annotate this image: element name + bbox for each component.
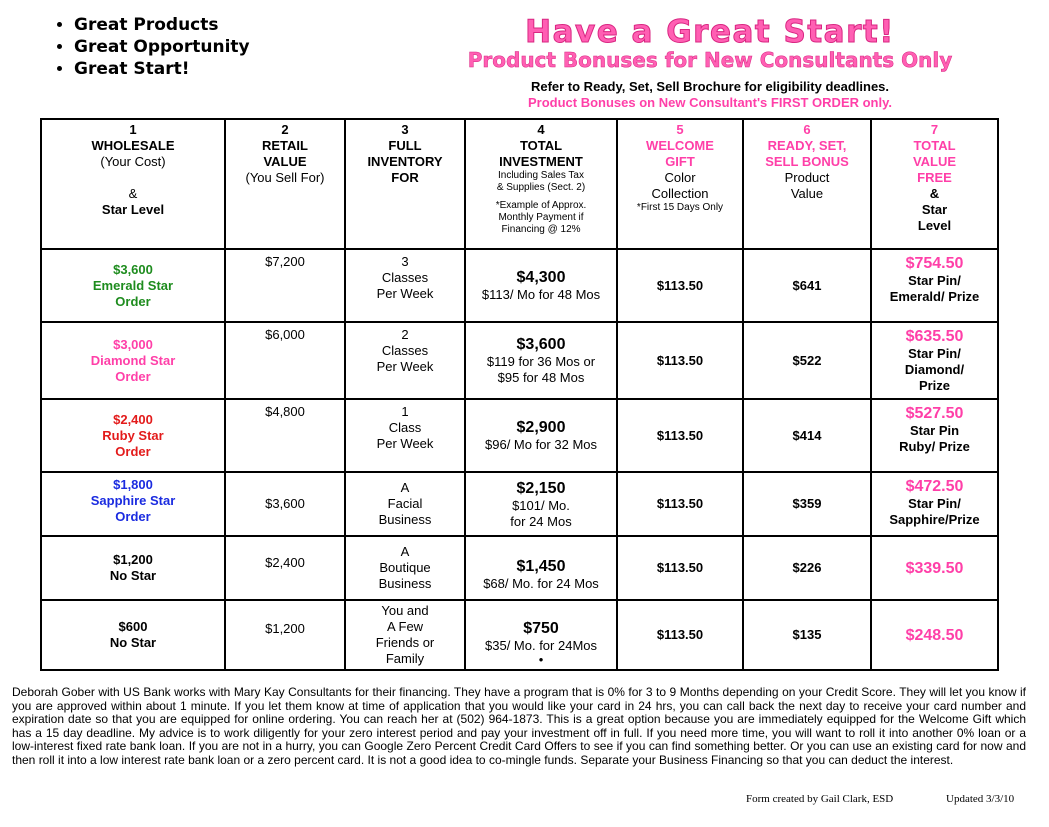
rss-bonus-cell: $226 xyxy=(743,536,871,600)
header-wholesale: 1 WHOLESALE (Your Cost) & Star Level xyxy=(41,119,225,249)
eligibility-note: Refer to Ready, Set, Sell Brochure for eligibility deadlines. xyxy=(530,79,890,94)
header-retail: 2 RETAIL VALUE (You Sell For) xyxy=(225,119,345,249)
total-value-cell: $527.50 Star Pin Ruby/ Prize xyxy=(871,399,998,472)
wholesale-cell: $3,600 Emerald Star Order xyxy=(41,249,225,322)
inventory-cell: A Boutique Business xyxy=(345,536,465,600)
page-title: Have a Great Start! xyxy=(525,14,895,50)
welcome-gift-cell: $113.50 xyxy=(617,249,743,322)
inventory-cell: 3 Classes Per Week xyxy=(345,249,465,322)
total-value-cell: $635.50 Star Pin/ Diamond/ Prize xyxy=(871,322,998,399)
form-credit: Form created by Gail Clark, ESD xyxy=(746,793,894,805)
table-row xyxy=(41,249,998,322)
header-welcome-gift: 5 WELCOME GIFT Color Collection *First 15 Days Only xyxy=(617,119,743,249)
inventory-cell: You and A Few Friends or Family xyxy=(345,600,465,670)
welcome-gift-cell: $113.50 xyxy=(617,472,743,536)
total-value-cell: $754.50 Star Pin/ Emerald/ Prize xyxy=(871,249,998,322)
retail-cell: $7,200 xyxy=(225,249,345,322)
welcome-gift-cell: $113.50 xyxy=(617,536,743,600)
investment-cell: $2,150 $101/ Mo. for 24 Mos xyxy=(465,472,617,536)
bullet-item: • Great Products xyxy=(74,14,250,36)
wholesale-cell: $1,200 No Star xyxy=(41,536,225,600)
bullet-list xyxy=(50,14,250,80)
page-subtitle: Product Bonuses for New Consultants Only xyxy=(467,48,953,72)
table-row xyxy=(41,600,998,670)
wholesale-cell: $3,000 Diamond Star Order xyxy=(41,322,225,399)
total-value-cell: $472.50 Star Pin/ Sapphire/Prize xyxy=(871,472,998,536)
rss-bonus-cell: $359 xyxy=(743,472,871,536)
bonus-note: Product Bonuses on New Consultant's FIRST ORDER only. xyxy=(528,95,892,110)
wholesale-cell: $600 No Star xyxy=(41,600,225,670)
bonus-table xyxy=(40,118,999,671)
welcome-gift-cell: $113.50 xyxy=(617,322,743,399)
table-row xyxy=(41,472,998,536)
retail-cell: $6,000 xyxy=(225,322,345,399)
header-total-value: 7 TOTAL VALUE FREE & Star Level xyxy=(871,119,998,249)
financing-note: Deborah Gober with US Bank works with Mary Kay Consultants for their financing. They have a program that is 0% for 3 to 9 Months depending on your Credit Score. They will let you know if you are approved within about 1 minute. If you let them know at time of application that you would like your card in 24 hrs, you can call back the next day to receive your card number and expiration date so that you are equipped for online ordering. You can reach her at (502) 964-1873. This is a great option because you are immediately equipped for the Welcome Gift which has a 15 day deadline. My advice is to work diligently for your zero interest period and pay your investment off in full. If you need more time, you will want to roll it into another 0% loan or a low-interest fixed rate bank loan. If you are not in a hurry, you can Google Zero Percent Credit Card Offers to see if you can find something better. Or you can use an existing card for now and then roll it into a low interest rate bank loan or a zero percent card. It is not a good idea to co-mingle funds. Separate your Business Financing so that you can deduct the interest. xyxy=(12,685,1026,767)
rss-bonus-cell: $641 xyxy=(743,249,871,322)
header-investment: 4 TOTAL INVESTMENT Including Sales Tax & Supplies (Sect. 2) *Example of Approx. Monthly Payment if Financing @ 12% xyxy=(465,119,617,249)
retail-cell: $3,600 xyxy=(225,472,345,536)
investment-cell: $4,300 $113/ Mo for 48 Mos xyxy=(465,249,617,322)
retail-cell: $2,400 xyxy=(225,536,345,600)
inventory-cell: A Facial Business xyxy=(345,472,465,536)
wholesale-cell: $2,400 Ruby Star Order xyxy=(41,399,225,472)
welcome-gift-cell: $113.50 xyxy=(617,399,743,472)
wholesale-cell: $1,800 Sapphire Star Order xyxy=(41,472,225,536)
updated-date: Updated 3/3/10 xyxy=(946,793,1015,805)
welcome-gift-cell: $113.50 xyxy=(617,600,743,670)
inventory-cell: 2 Classes Per Week xyxy=(345,322,465,399)
header-inventory: 3 FULL INVENTORY FOR xyxy=(345,119,465,249)
table-row xyxy=(41,399,998,472)
investment-cell: $750 $35/ Mo. for 24Mos • xyxy=(465,600,617,670)
rss-bonus-cell: $135 xyxy=(743,600,871,670)
retail-cell: $4,800 xyxy=(225,399,345,472)
investment-cell: $3,600 $119 for 36 Mos or $95 for 48 Mos xyxy=(465,322,617,399)
bullet-item: • Great Start! xyxy=(74,58,250,80)
rss-bonus-cell: $522 xyxy=(743,322,871,399)
table-row xyxy=(41,322,998,399)
table-row xyxy=(41,536,998,600)
rss-bonus-cell: $414 xyxy=(743,399,871,472)
investment-cell: $2,900 $96/ Mo for 32 Mos xyxy=(465,399,617,472)
total-value-cell: $248.50 xyxy=(871,600,998,670)
inventory-cell: 1 Class Per Week xyxy=(345,399,465,472)
table-header-row xyxy=(41,119,998,249)
header-rss-bonus: 6 READY, SET, SELL BONUS Product Value xyxy=(743,119,871,249)
investment-cell: $1,450 $68/ Mo. for 24 Mos xyxy=(465,536,617,600)
retail-cell: $1,200 xyxy=(225,600,345,670)
bullet-item: • Great Opportunity xyxy=(74,36,250,58)
total-value-cell: $339.50 xyxy=(871,536,998,600)
